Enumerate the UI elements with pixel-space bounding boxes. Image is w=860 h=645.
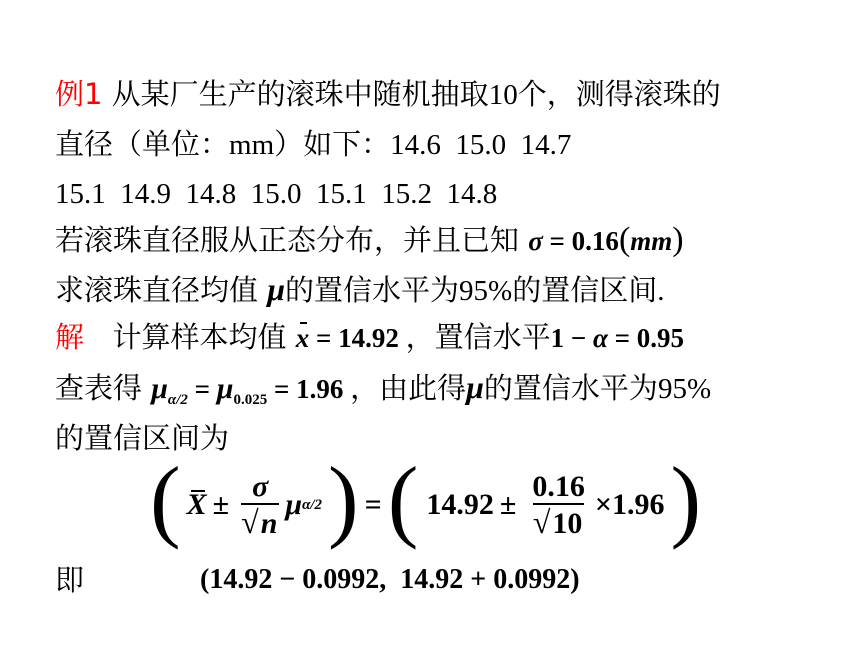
mu-symbol: μ [466,369,484,405]
period: . [657,275,665,307]
sigma-expression [528,221,684,258]
example-text: 若滚珠直径服从正态分布，并且已知 [55,223,520,257]
sqrt-argument: n [260,506,278,540]
mu-subscript-value: 0.025 [233,392,268,408]
quantile-value: = 1.96 [273,374,344,404]
alpha-symbol: α [592,323,608,353]
example-label: 例1 [55,77,103,111]
formula-right-paren: ) [328,448,359,550]
solution-label: 解 [55,320,85,354]
times-sign: × [594,488,612,521]
left-paren: ( [618,221,631,258]
sample-mean-expression [296,323,406,353]
mu-subscript: α/2 [167,392,188,408]
mu-symbol: μ [151,372,168,405]
sigma-symbol: σ [528,226,543,256]
fraction-numerator: σ [252,469,269,503]
unit-mm: mm [229,129,275,161]
example-line-4 [55,222,684,259]
solution-text: 计算样本均值 [112,320,287,354]
solution-line-4 [55,562,84,598]
fraction-denominator [533,505,585,542]
x-bar-symbol: x [296,320,310,356]
example-text: ）如下： [274,127,391,161]
mu-symbol: μ [285,488,303,521]
example-line-1 [55,76,721,113]
diameter-values-1: 14.6 15.0 14.7 [390,129,572,161]
sqrt [241,503,279,539]
example-text: 求滚珠直径均值 [55,273,259,307]
example-text: 的置信水平为 [285,273,460,307]
confidence-value: = 0.95 [614,323,685,353]
example-text: 个，测得滚珠的 [517,77,721,111]
sample-mean-value: = 14.92 [315,323,399,353]
interval-formula [150,448,702,555]
conclusion-label: 即 [55,563,85,597]
example-text: 直径（单位： [55,127,230,161]
solution-text: 查表得 [55,371,143,405]
example-line-5 [55,271,664,309]
sqrt [533,503,585,539]
confidence-percent: 95% [459,275,513,307]
solution-line-2 [55,369,711,418]
sigma-over-sqrt-10 [528,469,589,542]
plus-minus: ± [212,488,230,521]
formula-right-paren: ) [670,448,702,550]
fraction-denominator [241,505,279,542]
quantile-expression [151,372,350,408]
one-minus: 1 − [550,323,587,353]
mu-symbol: μ [216,372,234,405]
solution-text: ，由此得 [350,371,467,405]
example-text: 从某厂生产的滚珠中随机抽取 [111,77,489,111]
confidence-expression [551,323,684,353]
mu-subscript: α/2 [302,496,323,513]
plus-minus: ± [499,488,517,521]
solution-text: 的置信水平为 [483,371,658,405]
z-value: 1.96 [612,488,665,521]
fraction-numerator: 0.16 [532,469,585,503]
x-bar-upper: X [186,488,207,521]
example-text: 的置信区间 [512,273,658,307]
formula-left-paren: ( [387,448,419,550]
mu-symbol: μ [267,271,286,307]
right-paren: ) [672,221,684,258]
radical-sign: √ [532,503,551,540]
formula-left-paren: ( [150,448,181,550]
solution-text: ，置信水平 [405,320,551,354]
confidence-interval-result: (14.92 − 0.0992, 14.92 + 0.0992) [200,564,580,595]
formula-equals: = [364,488,382,521]
sigma-value: = 0.16 [549,226,619,256]
solution-line-1 [55,319,684,356]
diameter-values-2: 15.1 14.9 14.8 15.0 15.1 15.2 14.8 [55,178,498,210]
confidence-percent: 95% [657,373,712,405]
sample-count: 10 [488,79,518,111]
radical-sign: √ [241,503,259,540]
equals: = [194,374,211,404]
sqrt-argument: 10 [552,506,583,540]
mean-value: 14.92 [426,488,494,521]
solution-line-3: 的置信区间为 [55,421,230,455]
sigma-unit: mm [630,226,673,256]
example-line-2 [55,126,571,163]
sigma-over-sqrt-n [241,469,279,542]
